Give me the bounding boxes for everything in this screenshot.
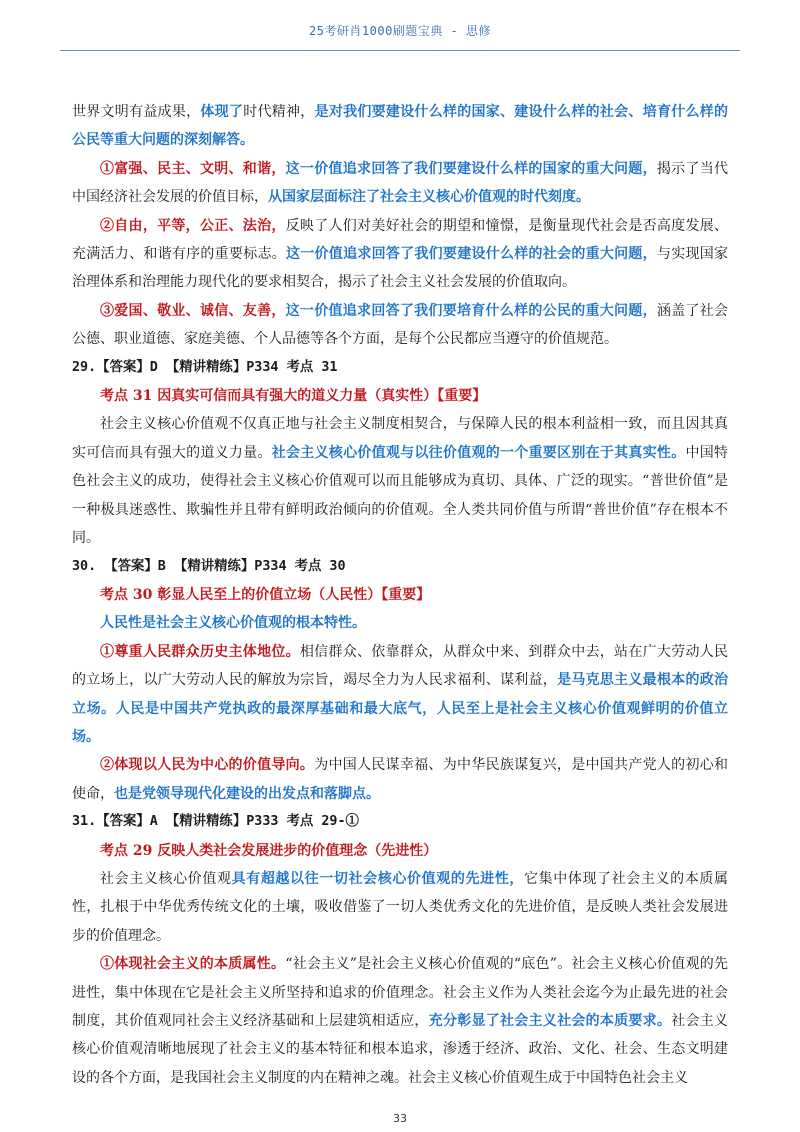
key-point-30: 考点 30 彰显人民至上的价值立场（人民性）【重要】 bbox=[100, 586, 431, 603]
paragraph-truthfulness: 社会主义核心价值观不仅真正地与社会主义制度相契合，与保障人民的根本利益相一致，而且因其真实可信而具有强大的道义力量。社会主义核心价值观与以往价值观的一个重要区别在于其真实性。中国特色社会主义的成功，使得社会主义核心价值观可以而且能够成为真切、具体、广泛的现实。“普世价值”是一种极具迷惑性、欺骗性并且带有鲜明政治倾向的价值观。全人类共同价值与所谓“普世价值”存在根本不同。 bbox=[72, 416, 729, 547]
answer-line-31: 31.【答案】A 【精讲精练】P333 考点 29-① bbox=[72, 814, 359, 830]
paragraph-people-centered: ②体现以人民为中心的价值导向。为中国人民谋幸福、为中华民族谋复兴，是中国共产党人的初心和使命，也是党领导现代化建设的出发点和落脚点。 bbox=[72, 757, 728, 802]
paragraph-advanced: 社会主义核心价值观具有超越以往一切社会核心价值观的先进性，它集中体现了社会主义的本质属性，扎根于中华优秀传统文化的土壤，吸收借鉴了一切人类优秀文化的先进价值，是反映人类社会发展进步的价值理念。 bbox=[72, 870, 729, 944]
paragraph-socialist-essence: ①体现社会主义的本质属性。“社会主义”是社会主义核心价值观的“底色”。社会主义核心价值观的先进性，集中体现在它是社会主义所坚持和追求的价值理念。社会主义作为人类社会迄今为止最先进的社会制度，其价值观同社会主义经济基础和上层建筑相适应，充分彰显了社会主义社会的本质要求。社会主义核心价值观清晰地展现了社会主义的基本特征和根本追求，渗透于经济、政治、文化、社会、生态文明建设的各个方面，是我国社会主义制度的内在精神之魂。社会主义核心价值观生成于中国特色社会主义 bbox=[72, 956, 729, 1086]
answer-line-30: 30. 【答案】B 【精讲精练】P334 考点 30 bbox=[72, 558, 346, 574]
document-body bbox=[72, 98, 728, 1092]
key-point-31: 考点 31 因真实可信而具有强大的道义力量（真实性）【重要】 bbox=[100, 388, 487, 405]
key-point-29: 考点 29 反映人类社会发展进步的价值理念（先进性） bbox=[100, 842, 438, 859]
answer-line-29: 29.【答案】D 【精讲精练】P334 考点 31 bbox=[72, 359, 338, 375]
paragraph-patriotism: ③爱国、敬业、诚信、友善，这一价值追求回答了我们要培育什么样的公民的重大问题，涵盖了社会公德、职业道德、家庭美德、个人品德等各个方面，是每个公民都应当遵守的价值规范。 bbox=[72, 302, 729, 348]
paragraph-respect-people: ①尊重人民群众历史主体地位。相信群众、依靠群众，从群众中来、到群众中去，站在广大劳动人民的立场上，以广大劳动人民的解放为宗旨，竭尽全力为人民求福利、谋利益，是马克思主义最根本的政治立场。人民是中国共产党执政的最深厚基础和最大底气，人民至上是社会主义核心价值观鲜明的价值立场。 bbox=[72, 643, 729, 745]
paragraph-people-lead: 人民性是社会主义核心价值观的根本特性。 bbox=[100, 615, 366, 632]
page-number: 33 bbox=[393, 1112, 407, 1125]
paragraph-intro: 世界文明有益成果，体现了时代精神，是对我们要建设什么样的国家、建设什么样的社会、培育什么样的公民等重大问题的深刻解答。 bbox=[72, 104, 729, 149]
paragraph-prosperity: ①富强、民主、文明、和谐，这一价值追求回答了我们要建设什么样的国家的重大问题，揭示了当代中国经济社会发展的价值目标，从国家层面标注了社会主义核心价值观的时代刻度。 bbox=[72, 160, 729, 206]
paragraph-freedom: ②自由，平等，公正、法治，反映了人们对美好社会的期望和憧憬，是衡量现代社会是否高度发展、充满活力、和谐有序的重要标志。这一价值追求回答了我们要建设什么样的社会的重大问题，与实现国家治理体系和治理能力现代化的要求相契合，揭示了社会主义社会发展的价值取向。 bbox=[72, 217, 729, 291]
header-divider bbox=[60, 50, 740, 51]
page-header: 25考研肖1000刷题宝典 - 思修 bbox=[308, 24, 492, 38]
